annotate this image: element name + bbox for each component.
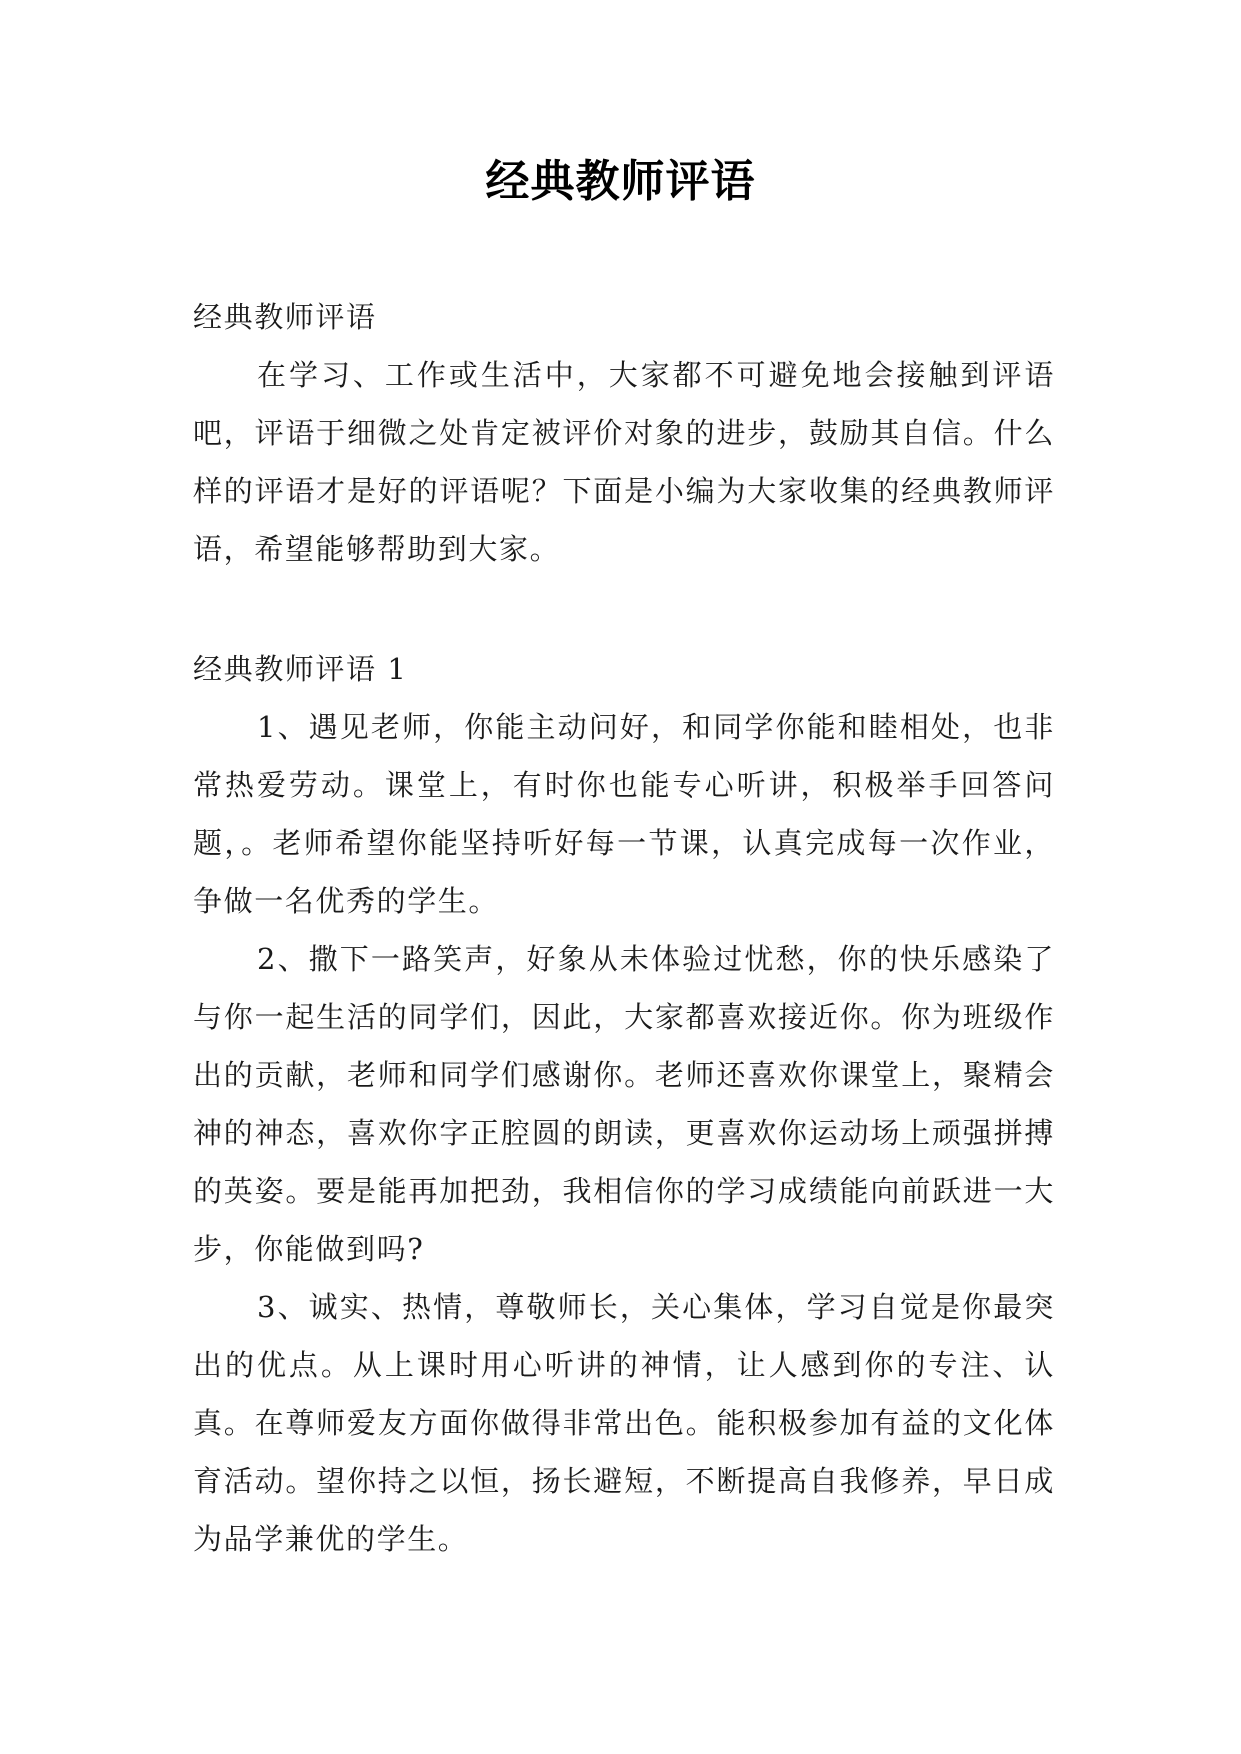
document-subtitle: 经典教师评语 [193,300,377,334]
document-title: 经典教师评语 [485,156,756,207]
comment-paragraph-1: 1、遇见老师，你能主动问好，和同学你能和睦相处，也非常热爱劳动。课堂上，有时你也能专心听讲，积极举手回答问题，。老师希望你能坚持听好每一节课，认真完成每一次作业，争做一名优秀的学生。 [193,710,1055,918]
comment-paragraph-3: 3、诚实、热情，尊敬师长，关心集体，学习自觉是你最突出的优点。从上课时用心听讲的神情，让人感到你的专注、认真。在尊师爱友方面你做得非常出色。能积极参加有益的文化体育活动。望你持之以恒，扬长避短，不断提高自我修养，早日成为品学兼优的学生。 [193,1290,1055,1556]
comment-paragraph-2: 2、撒下一路笑声，好象从未体验过忧愁，你的快乐感染了与你一起生活的同学们，因此，大家都喜欢接近你。你为班级作出的贡献，老师和同学们感谢你。老师还喜欢你课堂上，聚精会神的神态，喜欢你字正腔圆的朗读，更喜欢你运动场上顽强拼搏的英姿。要是能再加把劲，我相信你的学习成绩能向前跃进一大步，你能做到吗? [193,942,1055,1266]
section-heading: 经典教师评语 1 [193,652,408,686]
intro-paragraph: 在学习、工作或生活中，大家都不可避免地会接触到评语吧，评语于细微之处肯定被评价对象的进步，鼓励其自信。什么样的评语才是好的评语呢？下面是小编为大家收集的经典教师评语，希望能够帮助到大家。 [193,358,1055,566]
